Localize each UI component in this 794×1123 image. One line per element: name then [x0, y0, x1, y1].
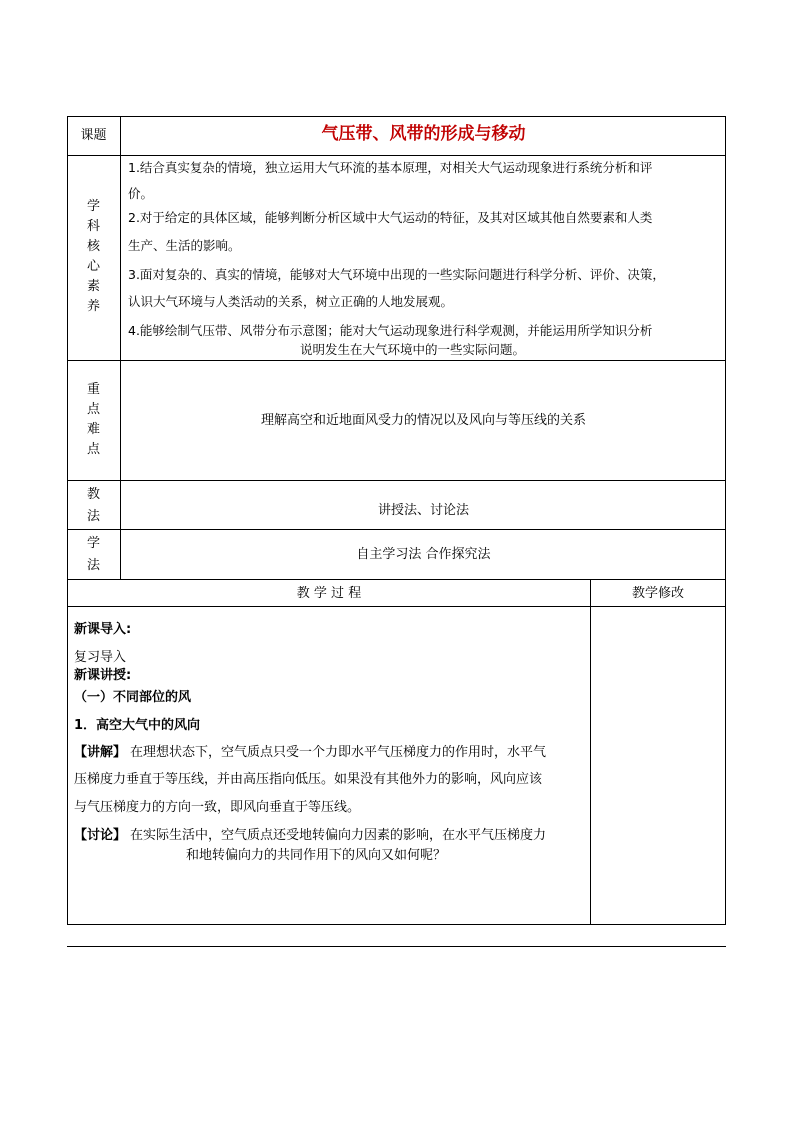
label-char: 学 — [86, 199, 100, 214]
lecture-line-3: 与气压梯度力的方向一致，即风向垂直于等压线。 — [74, 800, 361, 815]
label-char: 心 — [86, 259, 100, 274]
label-char: 核 — [86, 239, 100, 254]
learning-method-text: 自主学习法 合作探究法 — [356, 547, 491, 562]
core-literacy-label — [67, 197, 120, 317]
subsection-heading: 1．高空大气中的风向 — [74, 718, 201, 733]
discuss-line-1: 在实际生活中，空气质点还受地转偏向力因素的影响，在水平气压梯度力 — [130, 828, 547, 843]
intro-heading: 新课导入: — [74, 622, 132, 637]
topic-label: 课题 — [80, 128, 107, 143]
label-char: 教 — [86, 487, 100, 502]
label-char: 法 — [86, 558, 100, 573]
process-table-right-border — [725, 580, 726, 925]
row-divider — [67, 480, 726, 481]
discuss-line-2: 和地转偏向力的共同作用下的风向又如何呢？ — [186, 848, 447, 863]
learning-method-label — [67, 533, 120, 577]
literacy-item-1-line-1: 1.结合真实复杂的情境，独立运用大气环流的基本原理，对相关大气运动现象进行系统分析和评 — [128, 160, 653, 175]
label-char: 科 — [86, 219, 100, 234]
label-char: 重 — [86, 382, 100, 397]
revision-header: 教学修改 — [631, 586, 684, 601]
process-table-left-border — [67, 580, 68, 925]
page-bottom-rule — [67, 946, 726, 947]
label-char: 养 — [86, 299, 100, 314]
row-divider — [67, 360, 726, 361]
literacy-item-3-line-1: 3.面对复杂的、真实的情境，能够对大气环境中出现的一些实际问题进行科学分析、评价、决策， — [128, 267, 665, 282]
row-divider — [67, 529, 726, 530]
lecture-line-2: 压梯度力垂直于等压线，并由高压指向低压。如果没有其他外力的影响，风向应该 — [74, 772, 543, 787]
label-char: 难 — [86, 422, 100, 437]
literacy-item-2-line-1: 2.对于给定的具体区域，能够判断分析区域中大气运动的特征，及其对区域其他自然要素和人类 — [128, 210, 653, 225]
literacy-item-4-line-1: 4.能够绘制气压带、风带分布示意图；能对大气运动现象进行科学观测，并能运用所学知识分析 — [128, 323, 653, 338]
discuss-tag: 【讨论】 — [74, 828, 127, 843]
literacy-item-1-line-2: 价。 — [128, 186, 154, 201]
row-divider — [67, 155, 726, 156]
label-char: 法 — [86, 509, 100, 524]
lesson-title: 气压带、风带的形成与移动 — [321, 124, 526, 144]
label-char: 点 — [86, 402, 100, 417]
process-table-divider — [590, 580, 591, 925]
literacy-item-4-line-2: 说明发生在大气环境中的一些实际问题。 — [300, 342, 526, 357]
key-difficult-text: 理解高空和近地面风受力的情况以及风向与等压线的关系 — [260, 413, 586, 428]
literacy-item-3-line-2: 认识大气环境与人类活动的关系，树立正确的人地发展观。 — [128, 294, 454, 309]
teaching-method-text: 讲授法、讨论法 — [377, 503, 469, 518]
process-header: 教 学 过 程 — [296, 586, 362, 601]
process-table-bottom — [67, 924, 726, 925]
intro-text: 复习导入 — [74, 650, 127, 665]
label-char: 学 — [86, 536, 100, 551]
lecture-tag: 【讲解】 — [74, 745, 127, 760]
key-difficult-label — [67, 380, 120, 460]
label-char: 素 — [86, 279, 100, 294]
section-heading: （一）不同部位的风 — [74, 690, 192, 705]
literacy-item-2-line-2: 生产、生活的影响。 — [128, 238, 241, 253]
teaching-method-label — [67, 484, 120, 528]
process-header-underline — [67, 606, 726, 607]
label-char: 点 — [86, 442, 100, 457]
teach-heading: 新课讲授: — [74, 668, 132, 683]
lecture-line-1: 在理想状态下，空气质点只受一个力即水平气压梯度力的作用时，水平气 — [130, 745, 547, 760]
